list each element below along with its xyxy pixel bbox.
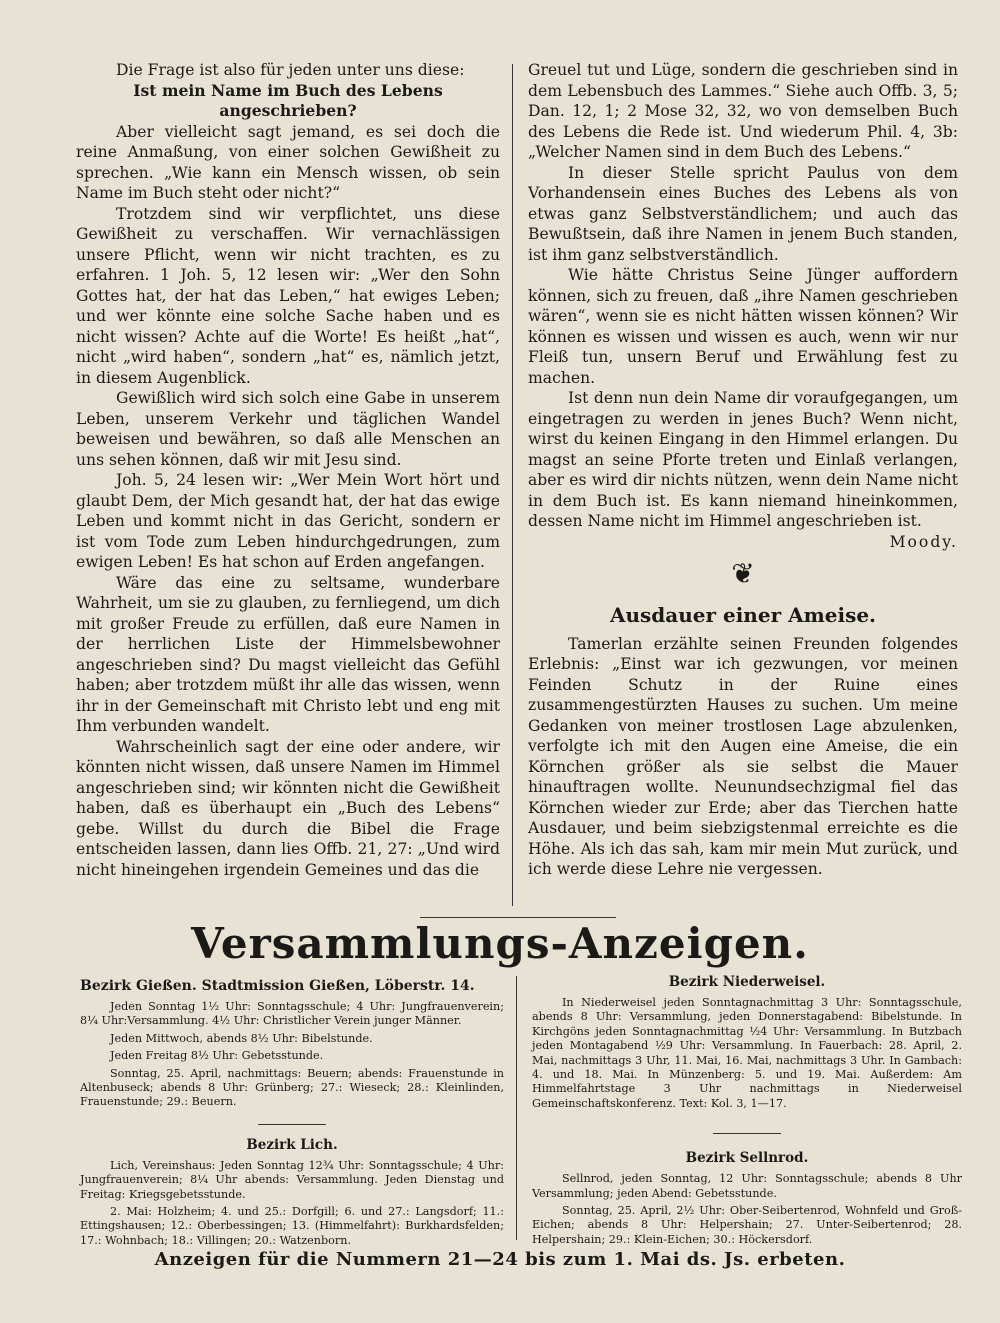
ad-heading-lich: Bezirk Lich. bbox=[246, 1136, 338, 1153]
ad-line: Lich, Vereinshaus: Jeden Sonntag 12¾ Uhr: Sonntagsschule; 4 Uhr: Jungfrauenverein; 8¼ Uhr abends: Versammlung. Jeden Dienstag und Freitag: Kriegsgebetsstunde. bbox=[80, 1158, 504, 1201]
ad-divider bbox=[258, 1124, 326, 1125]
paragraph: Joh. 5, 24 lesen wir: „Wer Mein Wort hört und glaubt Dem, der Mich gesandt hat, der hat das ewige Leben und kommt nicht in das Gericht, sondern er ist vom Tode zum Leben hindurchgedrungen, zum ewigen Leben! Es hat schon auf Erden angefangen. bbox=[76, 471, 500, 571]
right-column bbox=[528, 60, 958, 880]
ads-title: Versammlungs-Anzeigen. bbox=[191, 919, 809, 968]
paragraph: Trotzdem sind wir verpflichtet, uns diese Gewißheit zu verschaffen. Wir vernachlässigen unsere Pflicht, wenn wir nicht trachten, es zu erfahren. 1 Joh. 5, 12 lesen wir: „Wer den Sohn Gottes hat, der hat das Leben,“ hat ewiges Leben; und wer könnte eine solche Sache haben und es nicht wissen? Achte auf die Worte! Es heißt „hat“, nicht „wird haben“, sondern „hat“ es, nämlich jetzt, in diesem Augenblick. bbox=[76, 204, 500, 387]
paragraph: Tamerlan erzählte seinen Freunden folgendes Erlebnis: „Einst war ich gezwungen, vor meinen Feinden Schutz in der Ruine eines zusammengestürzten Hauses zu suchen. Um meine Gedanken von meiner trostlosen Lage abzulenken, verfolgte ich mit den Augen eine Ameise, die ein Körnchen größer als sie selbst die Mauer hinauftragen wollte. Neunundsechzigmal fiel das Körnchen wieder zur Erde; aber das Tierchen hatte Ausdauer, und beim siebzigstenmal erreichte es die Höhe. Als ich das sah, kam mir mein Mut zurück, und ich werde diese Lehre nie vergessen. bbox=[528, 634, 958, 878]
paragraph: In dieser Stelle spricht Paulus von dem Vorhandensein eines Buches des Lebens als von etwas ganz Selbstverständlichem; und auch das Bewußtsein, daß ihre Namen in jenem Buch standen, ist ihm ganz selbstverständlich. bbox=[528, 163, 958, 264]
ad-line: Jeden Sonntag 1½ Uhr: Sonntagsschule; 4 Uhr: Jungfrauenverein; 8¼ Uhr:Versammlung. 4½ Uhr: Christlicher Verein junger Männer. bbox=[80, 1000, 504, 1028]
paragraph: Aber vielleicht sagt jemand, es sei doch die reine Anmaßung, von einer solchen Gewißheit zu sprechen. „Wie kann ein Mensch wissen, ob sein Name im Buch steht oder nicht?“ bbox=[76, 122, 500, 202]
article-title: Ausdauer einer Ameise. bbox=[609, 602, 877, 627]
ad-heading-niederweisel: Bezirk Niederweisel. bbox=[668, 974, 826, 990]
ad-divider bbox=[713, 1133, 781, 1134]
ads-column-divider bbox=[516, 976, 517, 1240]
author-signature: Moody. bbox=[889, 532, 958, 551]
ornament-icon: ❦ bbox=[731, 556, 755, 590]
signature-line bbox=[528, 532, 958, 552]
column-divider bbox=[512, 64, 513, 906]
paragraph: Wäre das eine zu seltsame, wunderbare Wahrheit, um sie zu glauben, zu fernliegend, um dich mit großer Freude zu erfüllen, daß eure Namen in der herrlichen Liste der Himmelsbewohner angeschrieben sind? Du magst vielleicht das Gefühl haben; aber trotzdem müßt ihr alle das wissen, wenn ihr in der Gemeinschaft mit Christo lebt und eng mit Ihm verbunden wandelt. bbox=[76, 573, 500, 735]
footer-notice: Anzeigen für die Nummern 21—24 bis zum 1. Mai ds. Js. erbeten. bbox=[154, 1249, 846, 1270]
paragraph: Die Frage ist also für jeden unter uns diese: bbox=[116, 61, 465, 79]
ads-right-column bbox=[532, 972, 962, 1250]
ad-line: 2. Mai: Holzheim; 4. und 25.: Dorfgill; 6. und 27.: Langsdorf; 11.: Ettingshausen; 12.: Oberbessingen; 13. (Himmelfahrt): Burkhardsfelden; 17.: Wohnbach; 18.: Villingen; 20.: Watzenborn. bbox=[80, 1205, 504, 1247]
ad-line: Jeden Freitag 8½ Uhr: Gebetsstunde. bbox=[110, 1049, 324, 1063]
paragraph: Greuel tut und Lüge, sondern die geschrieben sind in dem Lebensbuch des Lammes.“ Siehe auch Offb. 3, 5; Dan. 12, 1; 2 Mose 32, 32, wo von demselben Buch des Lebens die Rede ist. Und wiederum Phil. 4, 3b: „Welcher Namen sind in dem Buch des Lebens.“ bbox=[528, 61, 958, 161]
ad-line: Jeden Mittwoch, abends 8½ Uhr: Bibelstunde. bbox=[110, 1031, 373, 1045]
ad-heading-sellnrod: Bezirk Sellnrod. bbox=[685, 1150, 809, 1167]
left-column bbox=[76, 60, 500, 880]
paragraph: Gewißlich wird sich solch eine Gabe in unserem Leben, unserem Verkehr und täglichen Wandel beweisen und bewähren, so daß alle Menschen an uns sehen können, daß wir mit Jesu sind. bbox=[76, 389, 500, 469]
paragraph: Ist denn nun dein Name dir voraufgegangen, um eingetragen zu werden in jenes Buch? Wenn nicht, wirst du keinen Eingang in den Himmel erlangen. Du magst an seine Pforte treten und Einlaß verlangen, aber es wird dir nichts nützen, wenn dein Name nicht in dem Buch ist. Es kann niemand hineinkommen, dessen Name nicht im Himmel angeschrieben ist. bbox=[528, 389, 958, 530]
paragraph: Wie hätte Christus Seine Jünger auffordern können, sich zu freuen, daß „ihre Namen geschrieben wären“, wenn sie es nicht hätten wissen können? Wir können es wissen und wissen es auch, wenn wir nur Fleiß tun, unsern Beruf und Erwählung fest zu machen. bbox=[528, 266, 958, 387]
ad-line: Sellnrod, jeden Sonntag, 12 Uhr: Sonntagsschule; abends 8 Uhr Versammlung; jeden Abend: Gebetsstunde. bbox=[532, 1172, 962, 1200]
ad-line: Sonntag, 25. April, nachmittags: Beuern; abends: Frauenstunde in Altenbuseck; abends 8 Uhr: Grünberg; 27.: Wieseck; 28.: Kleinlinden, Frauenstunde; 29.: Beuern. bbox=[80, 1066, 504, 1109]
question-heading: Ist mein Name im Buch des Lebens angeschrieben? bbox=[133, 80, 443, 120]
paragraph: Wahrscheinlich sagt der eine oder andere, wir könnten nicht wissen, daß unsere Namen im Himmel angeschrieben sind; wir könnten nicht die Gewißheit haben, daß es überhaupt ein „Buch des Lebens“ gebe. Willst du durch die Bibel die Frage entscheiden lassen, dann lies Offb. 21, 27: „Und wird nicht hineingehen irgendein Gemeines und das die bbox=[76, 737, 500, 879]
ad-line: Sonntag, 25. April, 2½ Uhr: Ober-Seibertenrod, Wohnfeld und Groß-Eichen; abends 8 Uhr: Helpershain; 27. Unter-Seibertenrod; 28. Helpershain; 29.: Klein-Eichen; 30.: Höckersdorf. bbox=[532, 1204, 962, 1246]
ads-left-column bbox=[80, 976, 504, 1251]
ad-heading-giessen: Bezirk Gießen. Stadtmission Gießen, Löberstr. 14. bbox=[80, 978, 475, 994]
ad-line: In Niederweisel jeden Sonntagnachmittag 3 Uhr: Sonntagsschule, abends 8 Uhr: Versammlung, jeden Donnerstagabend: Bibelstunde. In Kirchgöns jeden Sonntagnachmittag ½4 Uhr: Versammlung. In Butzbach jeden Montagabend ½9 Uhr: Versammlung. In Fauerbach: 28. April, 2. Mai, nachmittags 3 Uhr, 11. Mai, 16. Mai, nachmittags 3 Uhr. In Gambach: 4. und 18. Mai. In Münzenberg: 5. und 19. Mai. Außerdem: Am Himmelfahrtstage 3 Uhr nachmittags in Niederweisel Gemeinschaftskonferenz. Text: Kol. 3, 1—17. bbox=[532, 996, 962, 1110]
